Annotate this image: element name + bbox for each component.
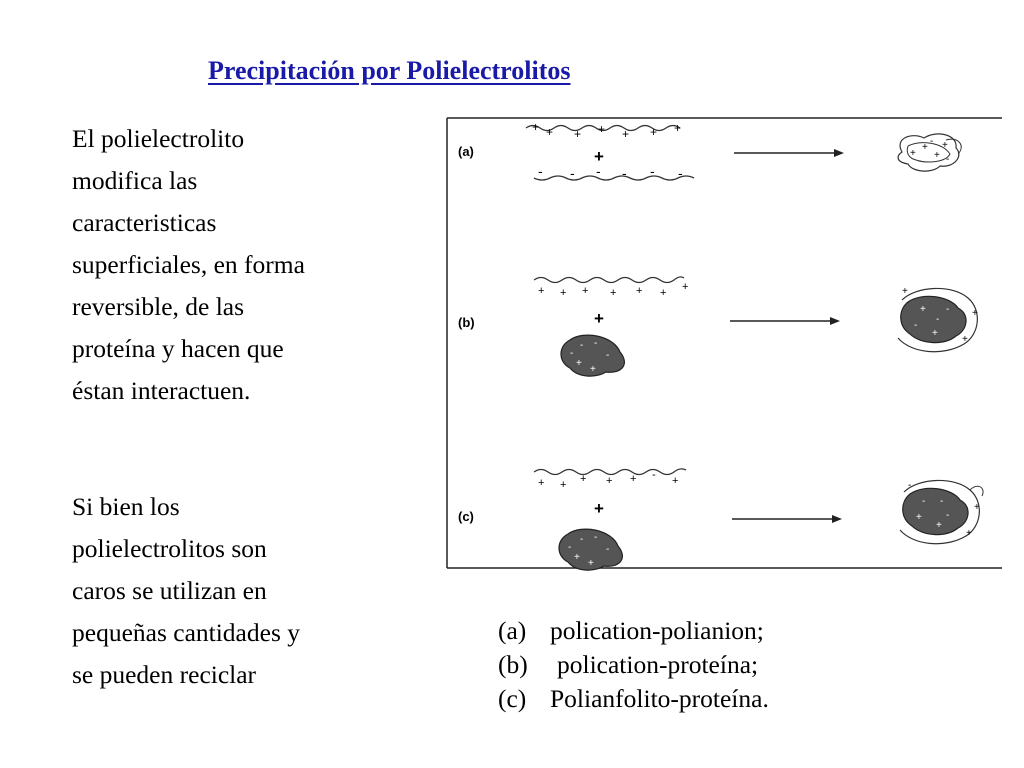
diagram-legend <box>498 614 769 716</box>
arrow-head <box>834 149 844 157</box>
paragraph-line: caracteristicas <box>72 208 217 237</box>
charge-minus: - <box>922 496 926 507</box>
charge-minus: - <box>570 348 574 359</box>
charge-minus: - <box>580 340 584 351</box>
charge-plus: + <box>636 285 643 297</box>
charge-plus: + <box>962 334 968 345</box>
charge-minus: - <box>568 542 572 553</box>
charge-plus: + <box>910 148 916 159</box>
charge-plus: + <box>916 512 922 523</box>
charge-minus: - <box>570 165 575 181</box>
panel-a <box>458 120 961 181</box>
charge-plus: + <box>660 287 667 299</box>
charge-minus: - <box>914 320 918 331</box>
charge-plus: + <box>902 286 908 297</box>
charge-plus: + <box>532 120 540 134</box>
legend-tag: (a) <box>498 616 527 645</box>
charge-minus: - <box>946 154 950 165</box>
charge-minus: - <box>606 350 610 361</box>
legend-text: Polianfolito-proteína. <box>550 684 769 713</box>
polyelectrolyte-complex <box>898 134 961 171</box>
charge-minus: - <box>538 163 543 179</box>
chain-charges <box>538 469 678 491</box>
charge-plus: + <box>574 552 580 563</box>
polyampholyte-protein-complex <box>900 480 983 544</box>
charge-plus: + <box>936 520 942 531</box>
charge-plus: + <box>922 142 928 153</box>
charge-plus: + <box>574 127 582 141</box>
paragraph-cost-recycling <box>72 486 412 696</box>
charge-plus: + <box>538 285 545 297</box>
charge-minus: - <box>652 469 656 481</box>
legend-item-c <box>498 682 769 716</box>
arrow-head <box>830 317 840 325</box>
charge-plus: + <box>588 558 594 569</box>
arrow-head <box>832 515 842 523</box>
legend-tag: (b) <box>498 650 528 679</box>
diagram-canvas <box>446 116 1002 572</box>
charge-minus: - <box>596 163 601 179</box>
polyanion-chain <box>534 176 694 180</box>
legend-item-a <box>498 614 769 648</box>
charge-plus: + <box>538 477 545 489</box>
charge-plus: + <box>682 281 689 293</box>
charge-minus: - <box>946 304 950 315</box>
paragraph-line: reversible, de las <box>72 292 245 321</box>
charge-plus: + <box>942 140 948 151</box>
plus-operator: + <box>594 147 604 166</box>
charge-plus: + <box>934 150 940 161</box>
charge-plus: + <box>630 473 637 485</box>
charge-plus: + <box>622 127 630 141</box>
charge-minus: - <box>594 338 598 349</box>
paragraph-line: pequeñas cantidades y <box>72 618 300 647</box>
charge-minus: - <box>622 165 627 181</box>
slide-title: Precipitación por Polielectrolitos <box>208 56 571 85</box>
charge-plus: + <box>610 287 617 299</box>
charge-plus: + <box>606 475 613 487</box>
panel-label: (b) <box>458 315 475 330</box>
legend-item-b <box>498 648 769 682</box>
charge-plus: + <box>650 125 658 139</box>
paragraph-line: se pueden reciclar <box>72 660 257 689</box>
legend-tag: (c) <box>498 684 527 713</box>
charge-minus: - <box>918 156 922 167</box>
charge-plus: + <box>972 308 978 319</box>
paragraph-line: El polielectrolito <box>72 124 245 153</box>
charge-plus: + <box>560 287 567 299</box>
paragraph-line: proteína y hacen que <box>72 334 284 363</box>
charge-minus: - <box>908 480 912 491</box>
charge-plus: + <box>580 473 587 485</box>
plus-operator: + <box>594 309 604 328</box>
panel-c <box>458 469 983 570</box>
charge-plus: + <box>966 528 972 539</box>
charge-minus: - <box>606 544 610 555</box>
chain-charges <box>538 281 688 299</box>
charge-plus: + <box>546 125 554 139</box>
charge-plus: + <box>598 122 606 136</box>
charge-minus: - <box>580 534 584 545</box>
legend-text: polication-polianion; <box>550 616 764 645</box>
charge-minus: - <box>930 136 934 147</box>
charge-plus: + <box>920 304 926 315</box>
polyelectrolyte-protein-complex <box>898 286 978 352</box>
panel-label: (c) <box>458 509 474 524</box>
paragraph-line: modifica las <box>72 166 198 195</box>
charge-minus: - <box>594 532 598 543</box>
charge-plus: + <box>576 358 582 369</box>
charge-plus: + <box>590 364 596 375</box>
panel-b <box>458 277 978 376</box>
paragraph-polyelectrolyte-effect <box>72 118 412 412</box>
charge-plus: + <box>560 479 567 491</box>
panel-label: (a) <box>458 144 474 159</box>
charge-plus: + <box>672 475 679 487</box>
charge-minus: - <box>936 314 940 325</box>
paragraph-line: superficiales, en forma <box>72 250 305 279</box>
paragraph-line: polielectrolitos son <box>72 534 267 563</box>
polycation-chain <box>534 277 684 283</box>
charge-minus: - <box>946 510 950 521</box>
charge-minus: - <box>650 163 655 179</box>
polyampholyte-chain <box>534 469 686 475</box>
polyelectrolyte-diagram <box>446 116 1002 572</box>
legend-text: polication-proteína; <box>557 650 759 679</box>
plus-operator: + <box>594 499 604 518</box>
paragraph-line: caros se utilizan en <box>72 576 267 605</box>
charge-plus: + <box>582 285 589 297</box>
charge-plus: + <box>674 121 682 135</box>
paragraph-line: éstan interactuen. <box>72 376 251 405</box>
paragraph-line: Si bien los <box>72 492 180 521</box>
charge-minus: - <box>678 165 683 181</box>
charge-plus: + <box>974 502 980 513</box>
charge-plus: + <box>932 328 938 339</box>
charge-minus: - <box>940 496 944 507</box>
